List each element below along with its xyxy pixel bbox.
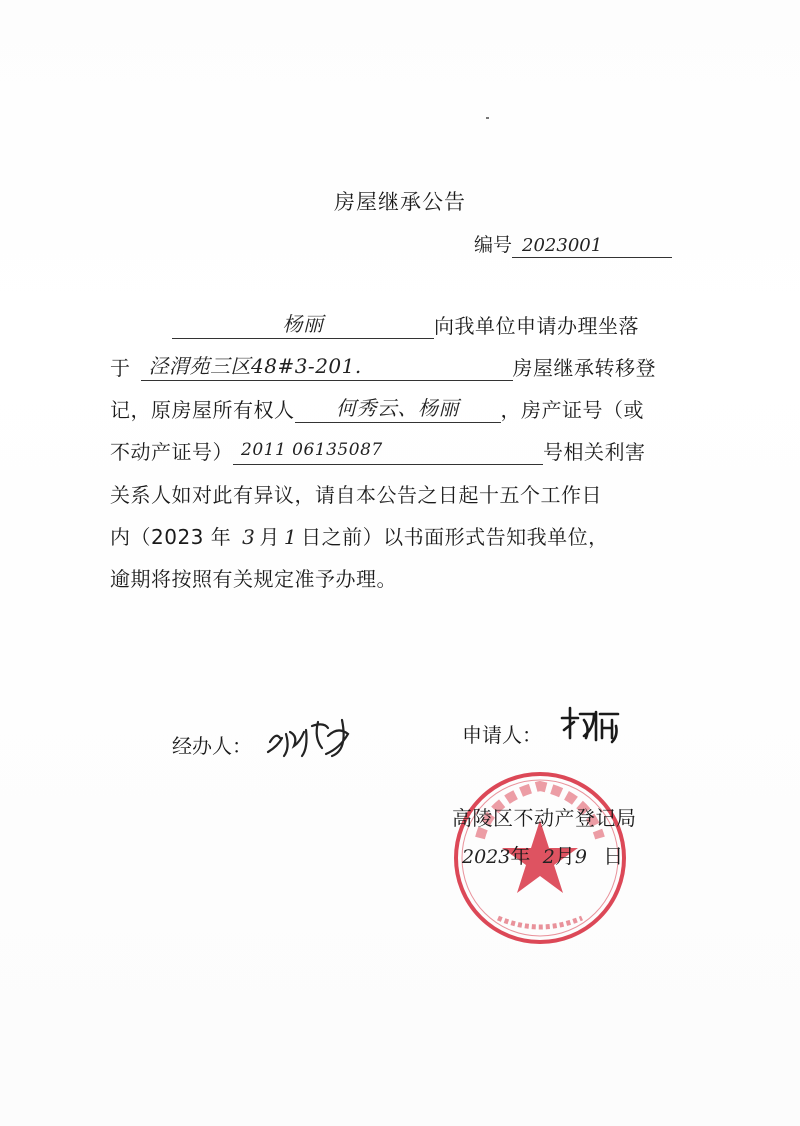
text-overdue: 逾期将按照有关规定准予办理。 xyxy=(110,567,397,591)
applicant-signature xyxy=(556,702,626,750)
body-line-6 xyxy=(110,521,609,550)
date-year-label: 年 xyxy=(510,844,531,868)
deadline-day: 1 xyxy=(283,525,298,549)
body-line-5 xyxy=(110,479,602,508)
address-field: 泾渭苑三区48#3-201. xyxy=(141,352,513,381)
text-deadline-c: 日之前）以书面形式告知我单位， xyxy=(301,525,609,549)
body-line-2 xyxy=(110,352,656,381)
deadline-month: 3 xyxy=(242,525,256,549)
number-value: 2023001 xyxy=(512,235,672,258)
date-month-label: 月 xyxy=(554,844,575,868)
body-line-1 xyxy=(172,310,639,339)
text-apply: 向我单位申请办理坐落 xyxy=(434,314,639,338)
applicant-label: 申请人： xyxy=(462,723,542,747)
text-cert2: 不动产证号） xyxy=(110,440,233,464)
date-day-label: 日 xyxy=(603,844,624,868)
original-owners-field: 何秀云、杨丽 xyxy=(295,394,501,423)
date-year: 2023 xyxy=(462,846,511,868)
handler-signature xyxy=(262,712,372,762)
scan-speck xyxy=(486,117,489,119)
text-objection: 关系人如对此有异议，请自本公告之日起十五个工作日 xyxy=(110,483,602,507)
date-day: 9 xyxy=(574,846,587,868)
text-record: 记，原房屋所有权人 xyxy=(110,398,295,422)
number-label: 编号 xyxy=(474,234,513,256)
body-line-4 xyxy=(110,436,646,465)
text-parties: 号相关利害 xyxy=(543,440,646,464)
handler-label: 经办人： xyxy=(172,734,252,758)
document-title: 房屋继承公告 xyxy=(334,190,466,214)
body-line-7 xyxy=(110,563,397,592)
date-month: 2 xyxy=(542,846,555,868)
applicant-name-field: 杨丽 xyxy=(172,310,434,339)
cert-number-field: 2011 06135087 xyxy=(233,436,543,465)
body-line-3 xyxy=(110,394,644,423)
authority-name: 高陵区不动产登记局 xyxy=(452,806,637,830)
text-cert: ，房产证号（或 xyxy=(500,398,644,422)
issue-date xyxy=(462,840,623,869)
document-number-row xyxy=(474,230,672,258)
text-at: 于 xyxy=(110,356,131,380)
text-month: 月 xyxy=(259,525,280,549)
text-transfer: 房屋继承转移登 xyxy=(512,356,656,380)
text-deadline-a: 内（2023 年 xyxy=(110,525,232,549)
